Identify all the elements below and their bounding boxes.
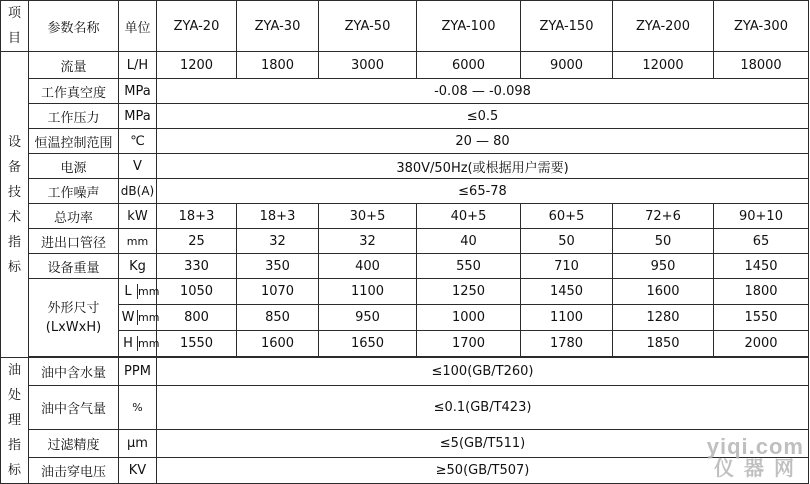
header-item: [1, 1, 29, 52]
dim-unit: mm: [138, 337, 160, 350]
value-cell: 65: [714, 229, 809, 254]
group-char: 指: [7, 438, 21, 453]
value-cell: 1070: [237, 279, 319, 305]
param-name: 油中含气量: [29, 386, 119, 430]
param-unit: L/H: [119, 52, 157, 79]
value-cell: 9000: [521, 52, 613, 79]
param-name: 设备重量: [29, 254, 119, 279]
value-cell: 950: [319, 305, 417, 331]
row-power-supply: [1, 154, 809, 179]
value-cell: 800: [157, 305, 237, 331]
row-total-power: [1, 204, 809, 229]
param-name: 过滤精度: [29, 430, 119, 458]
merged-value: ≥50(GB/T507): [157, 458, 809, 484]
param-name: 总功率: [29, 204, 119, 229]
value-cell: 1780: [521, 331, 613, 357]
param-name: 工作噪声: [29, 179, 119, 204]
model-header: ZYA-100: [417, 1, 521, 52]
group-char: 技: [7, 184, 21, 200]
group-char: 标: [7, 463, 21, 478]
value-cell: 1550: [157, 331, 237, 357]
merged-value: ≤0.5: [157, 104, 809, 129]
param-name: 工作真空度: [29, 79, 119, 104]
value-cell: 40: [417, 229, 521, 254]
value-cell: 1800: [237, 52, 319, 79]
row-temp: [1, 129, 809, 154]
row-oil-water: [1, 358, 809, 386]
model-header: ZYA-150: [521, 1, 613, 52]
header-row: [1, 1, 809, 52]
dim-letter-h: H: [119, 336, 138, 351]
row-dim-l: [1, 279, 809, 305]
value-cell: 1100: [319, 279, 417, 305]
value-cell: 72+6: [613, 204, 714, 229]
merged-value: ≤5(GB/T511): [157, 430, 809, 458]
value-cell: 710: [521, 254, 613, 279]
dim-letter: [119, 331, 160, 357]
group-char: 处: [7, 388, 21, 403]
row-vacuum: [1, 79, 809, 104]
model-header: ZYA-20: [157, 1, 237, 52]
dim-letter: [119, 305, 160, 331]
value-cell: 1600: [237, 331, 319, 357]
row-weight: [1, 254, 809, 279]
value-cell: 1050: [157, 279, 237, 305]
value-cell: 1250: [417, 279, 521, 305]
param-name: 电源: [29, 154, 119, 179]
value-cell: 1700: [417, 331, 521, 357]
value-cell: 950: [613, 254, 714, 279]
value-cell: 1100: [521, 305, 613, 331]
value-cell: 330: [157, 254, 237, 279]
value-cell: 1600: [613, 279, 714, 305]
group-char: 油: [7, 363, 21, 378]
value-cell: 1200: [157, 52, 237, 79]
value-cell: 50: [613, 229, 714, 254]
dim-unit: mm: [138, 285, 160, 298]
dim-letter-l: L: [119, 284, 138, 299]
value-cell: 18000: [714, 52, 809, 79]
dim-unit: mm: [138, 311, 160, 324]
value-cell: 1650: [319, 331, 417, 357]
group-char: 备: [7, 159, 21, 175]
value-cell: 2000: [714, 331, 809, 357]
value-cell: 350: [237, 254, 319, 279]
value-cell: 18+3: [157, 204, 237, 229]
param-unit: μm: [119, 430, 157, 458]
group-char: 指: [7, 234, 21, 250]
value-cell: 1850: [613, 331, 714, 357]
value-cell: 12000: [613, 52, 714, 79]
param-unit: ℃: [119, 129, 157, 154]
merged-value: -0.08 — -0.098: [157, 79, 809, 104]
param-name: 进出口管径: [29, 229, 119, 254]
row-dim-h: [1, 331, 809, 357]
value-cell: 40+5: [417, 204, 521, 229]
value-cell: 1000: [417, 305, 521, 331]
value-cell: 1550: [714, 305, 809, 331]
value-cell: 90+10: [714, 204, 809, 229]
header-item-char-1: 项: [7, 6, 21, 21]
row-pressure: [1, 104, 809, 129]
value-cell: 1450: [521, 279, 613, 305]
watermark-line2: 仪器网: [714, 458, 804, 480]
param-name: 流量: [29, 52, 119, 79]
value-cell: 50: [521, 229, 613, 254]
param-unit: PPM: [119, 358, 157, 386]
value-cell: 30+5: [319, 204, 417, 229]
param-unit: Kg: [119, 254, 157, 279]
model-header: ZYA-30: [237, 1, 319, 52]
row-noise: [1, 179, 809, 204]
watermark-line1: yiqi.com: [706, 434, 804, 459]
group-label-oil: [1, 358, 29, 484]
dims-label: [29, 279, 119, 357]
group-char: 设: [7, 134, 21, 150]
value-cell: 1800: [714, 279, 809, 305]
param-name: 工作压力: [29, 104, 119, 129]
value-cell: 1450: [714, 254, 809, 279]
value-cell: 850: [237, 305, 319, 331]
group-char: 理: [7, 413, 21, 428]
value-cell: 60+5: [521, 204, 613, 229]
row-dim-w: [1, 305, 809, 331]
param-name: 油中含水量: [29, 358, 119, 386]
param-unit: KV: [119, 458, 157, 484]
param-unit: %: [119, 386, 157, 430]
value-cell: 32: [237, 229, 319, 254]
row-oil-filter: [1, 430, 809, 458]
value-cell: 3000: [319, 52, 417, 79]
merged-value: 380V/50Hz(或根据用户需要): [157, 154, 809, 179]
merged-value: ≤100(GB/T260): [157, 358, 809, 386]
group-char: 标: [7, 259, 21, 275]
param-unit: MPa: [119, 104, 157, 129]
param-unit: kW: [119, 204, 157, 229]
header-unit: 单位: [119, 1, 157, 52]
merged-value: ≤0.1(GB/T423): [157, 386, 809, 430]
dims-label-line2: (LxWxH): [45, 319, 102, 335]
model-header: ZYA-300: [714, 1, 809, 52]
group-char: 术: [7, 209, 21, 225]
param-unit: mm: [119, 229, 157, 254]
param-unit: dB(A): [119, 179, 157, 204]
param-unit: V: [119, 154, 157, 179]
model-header: ZYA-200: [613, 1, 714, 52]
value-cell: 32: [319, 229, 417, 254]
merged-value: ≤65-78: [157, 179, 809, 204]
value-cell: 25: [157, 229, 237, 254]
dim-letter: [119, 279, 160, 305]
row-flow: [1, 52, 809, 79]
row-pipe: [1, 229, 809, 254]
param-unit: MPa: [119, 79, 157, 104]
value-cell: 6000: [417, 52, 521, 79]
row-oil-gas: [1, 386, 809, 430]
header-param: 参数名称: [29, 1, 119, 52]
merged-value: 20 — 80: [157, 129, 809, 154]
row-oil-breakdown: [1, 458, 809, 484]
header-item-char-2: 目: [7, 31, 21, 46]
model-header: ZYA-50: [319, 1, 417, 52]
group-label-equipment: [1, 52, 29, 358]
param-name: 恒温控制范围: [29, 129, 119, 154]
dim-letter-w: W: [119, 310, 138, 325]
value-cell: 400: [319, 254, 417, 279]
dims-label-line1: 外形尺寸: [47, 300, 100, 316]
param-name: 油击穿电压: [29, 458, 119, 484]
value-cell: 550: [417, 254, 521, 279]
value-cell: 1280: [613, 305, 714, 331]
value-cell: 18+3: [237, 204, 319, 229]
